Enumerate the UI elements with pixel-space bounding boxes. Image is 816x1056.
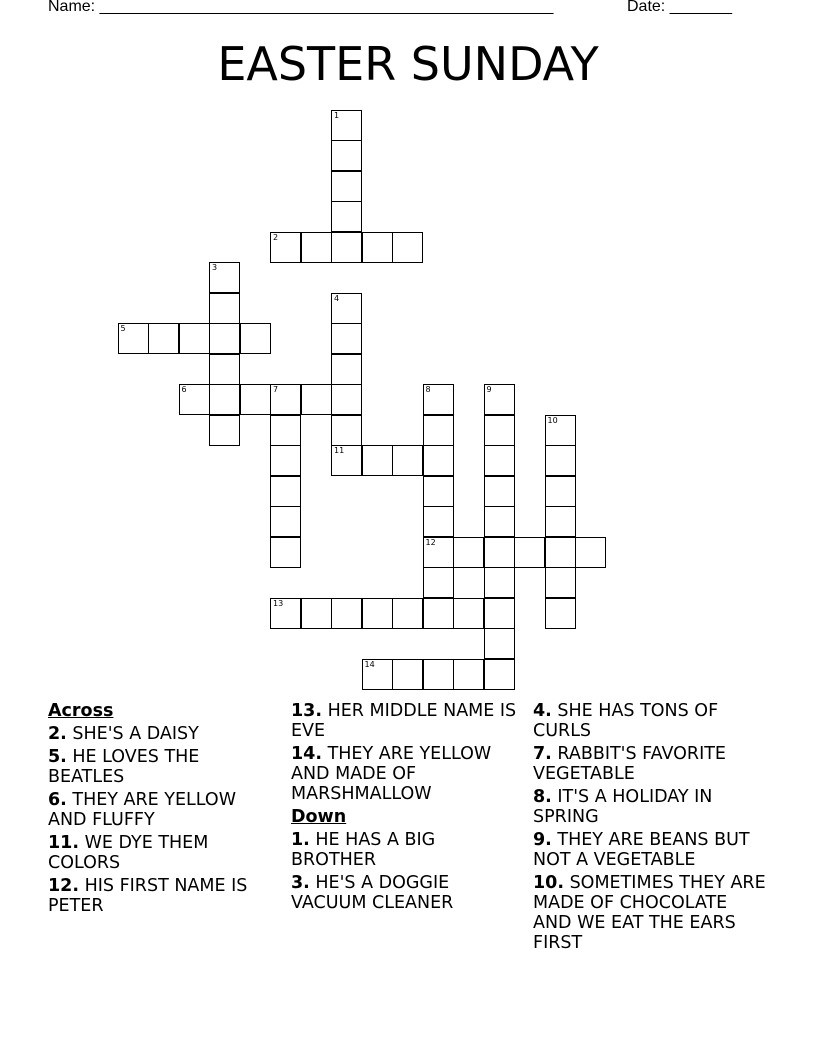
clue-text: HER MIDDLE NAME IS EVE [291, 701, 517, 741]
grid-cell[interactable] [270, 445, 301, 476]
clue-number: 1 [334, 110, 340, 120]
puzzle-title: EASTER SUNDAY [217, 37, 599, 91]
clue-item [533, 744, 768, 784]
grid-cell[interactable] [209, 293, 240, 324]
grid-cell[interactable] [240, 323, 271, 354]
grid-cell[interactable] [362, 659, 393, 690]
clue-item [48, 833, 278, 873]
clue-item [48, 724, 278, 744]
grid-cell[interactable] [575, 537, 606, 568]
clue-number: 4 [334, 293, 340, 303]
grid-cell[interactable] [331, 293, 362, 324]
grid-cell[interactable] [423, 659, 454, 690]
down-heading: Down [291, 807, 347, 827]
grid-cell[interactable] [545, 537, 576, 568]
grid-cell[interactable] [270, 537, 301, 568]
grid-cell[interactable] [270, 232, 301, 263]
clue-number-label: 6. [48, 790, 67, 810]
clue-text: SHE HAS TONS OF CURLS [533, 701, 719, 741]
grid-cell[interactable] [484, 567, 515, 598]
grid-cell[interactable] [392, 598, 423, 629]
clue-number-label: 4. [533, 701, 552, 721]
clue-text: IT'S A HOLIDAY IN SPRING [533, 787, 713, 827]
clue-text: HE LOVES THE BEATLES [48, 747, 200, 787]
name-date-header [48, 0, 748, 20]
clue-item [48, 876, 278, 916]
clue-number-label: 7. [533, 744, 552, 764]
grid-cell[interactable] [423, 384, 454, 415]
clue-number: 8 [425, 385, 431, 394]
grid-cell[interactable] [179, 323, 210, 354]
grid-cell[interactable] [301, 598, 332, 629]
grid-cell[interactable] [423, 537, 454, 568]
date-line[interactable]: Date: _______ [627, 0, 732, 15]
clue-item [533, 701, 768, 741]
clue-number: 7 [273, 385, 279, 394]
grid-cell[interactable] [453, 598, 484, 629]
clue-text: THEY ARE YELLOW AND MADE OF MARSHMALLOW [291, 744, 492, 804]
clue-number: 11 [334, 446, 345, 455]
grid-cell[interactable] [209, 354, 240, 385]
grid-cell[interactable] [484, 537, 515, 568]
grid-cell[interactable] [392, 445, 423, 476]
clue-number: 12 [425, 537, 436, 547]
grid-cell[interactable] [331, 201, 362, 232]
clues-column-3 [533, 701, 768, 956]
clue-item [291, 830, 523, 870]
grid-cell[interactable] [545, 506, 576, 537]
clue-item [48, 747, 278, 787]
clue-number: 6 [181, 385, 187, 394]
clue-number-label: 1. [291, 830, 310, 850]
clue-number-label: 13. [291, 701, 323, 721]
down-clue-list [291, 830, 523, 913]
clue-text: THEY ARE YELLOW AND FLUFFY [48, 790, 237, 830]
grid-cell[interactable] [209, 415, 240, 446]
grid-cell[interactable] [362, 445, 393, 476]
clue-number: 3 [212, 263, 218, 272]
clue-number: 13 [273, 598, 284, 608]
clue-number: 2 [273, 232, 279, 242]
clue-text: SHE'S A DAISY [66, 724, 199, 744]
clue-item [533, 830, 768, 870]
clue-text: THEY ARE BEANS BUT NOT A VEGETABLE [533, 830, 750, 870]
grid-cell[interactable] [331, 598, 362, 629]
grid-cell[interactable] [545, 476, 576, 507]
across-clue-list [48, 724, 278, 916]
grid-cell[interactable] [392, 659, 423, 690]
clue-text: WE DYE THEM COLORS [48, 833, 209, 873]
grid-cell[interactable] [392, 232, 423, 263]
clue-number-label: 3. [291, 873, 310, 893]
grid-cell[interactable] [484, 445, 515, 476]
grid-cell[interactable] [484, 384, 515, 415]
clue-item [533, 787, 768, 827]
grid-cell[interactable] [423, 445, 454, 476]
grid-cell[interactable] [331, 384, 362, 415]
clue-text: HE'S A DOGGIE VACUUM CLEANER [291, 873, 454, 913]
grid-cell[interactable] [301, 232, 332, 263]
clue-item [533, 873, 768, 953]
across-heading: Across [48, 701, 114, 721]
clue-number-label: 8. [533, 787, 552, 807]
grid-cell[interactable] [270, 476, 301, 507]
grid-cell[interactable] [270, 384, 301, 415]
clue-number-label: 2. [48, 724, 67, 744]
name-line[interactable]: Name: ___________________________________________________ [48, 0, 554, 15]
clue-item [48, 790, 278, 830]
grid-cell[interactable] [545, 415, 576, 446]
grid-cell[interactable] [270, 415, 301, 446]
grid-cell[interactable] [545, 445, 576, 476]
clue-number-label: 12. [48, 876, 80, 896]
clue-number-label: 5. [48, 747, 67, 767]
grid-cell[interactable] [179, 384, 210, 415]
grid-cell[interactable] [453, 659, 484, 690]
clue-item [291, 873, 523, 913]
clues-column-2 [291, 701, 523, 916]
grid-cell[interactable] [545, 567, 576, 598]
clue-text: HIS FIRST NAME IS PETER [48, 876, 248, 916]
grid-cell[interactable] [148, 323, 179, 354]
clue-number: 5 [120, 324, 126, 333]
grid-cell[interactable] [331, 232, 362, 263]
grid-cell[interactable] [423, 415, 454, 446]
grid-cell[interactable] [301, 384, 332, 415]
clue-number-label: 14. [291, 744, 323, 764]
grid-cell[interactable] [514, 537, 545, 568]
down-clue-list-continued [533, 701, 768, 953]
clue-item [291, 701, 523, 741]
grid-cell[interactable] [484, 415, 515, 446]
grid-cell[interactable] [484, 506, 515, 537]
grid-cell[interactable] [423, 598, 454, 629]
grid-cell[interactable] [331, 354, 362, 385]
grid-cell[interactable] [484, 628, 515, 659]
grid-cell[interactable] [423, 476, 454, 507]
clue-number: 9 [486, 385, 492, 394]
grid-cell[interactable] [453, 537, 484, 568]
grid-cell[interactable] [240, 384, 271, 415]
across-clue-list-continued [291, 701, 523, 804]
grid-cell[interactable] [362, 232, 393, 263]
clue-text: HE HAS A BIG BROTHER [291, 830, 436, 870]
grid-cell[interactable] [270, 506, 301, 537]
grid-cell[interactable] [423, 506, 454, 537]
clue-number-label: 9. [533, 830, 552, 850]
grid-cell[interactable] [484, 659, 515, 690]
clue-text: SOMETIMES THEY ARE MADE OF CHOCOLATE AND WE EAT THE EARS FIRST [533, 873, 766, 953]
grid-cell[interactable] [331, 415, 362, 446]
grid-cell[interactable] [545, 598, 576, 629]
grid-cell[interactable] [209, 262, 240, 293]
clue-text: RABBIT'S FAVORITE VEGETABLE [533, 744, 726, 784]
clue-number: 14 [364, 659, 375, 669]
grid-cell[interactable] [331, 171, 362, 202]
grid-cell[interactable] [118, 323, 149, 354]
grid-cell[interactable] [331, 445, 362, 476]
clue-number: 10 [547, 415, 558, 425]
grid-cell[interactable] [484, 476, 515, 507]
grid-cell[interactable] [270, 598, 301, 629]
grid-cell[interactable] [209, 384, 240, 415]
clues-column-1 [48, 701, 278, 919]
grid-cell[interactable] [331, 323, 362, 354]
grid-cell[interactable] [362, 598, 393, 629]
grid-cell[interactable] [209, 323, 240, 354]
grid-cell[interactable] [484, 598, 515, 629]
grid-cell[interactable] [331, 110, 362, 141]
clue-number-label: 11. [48, 833, 80, 853]
grid-cell[interactable] [331, 140, 362, 171]
grid-cell[interactable] [423, 567, 454, 598]
clue-item [291, 744, 523, 804]
clue-number-label: 10. [533, 873, 565, 893]
